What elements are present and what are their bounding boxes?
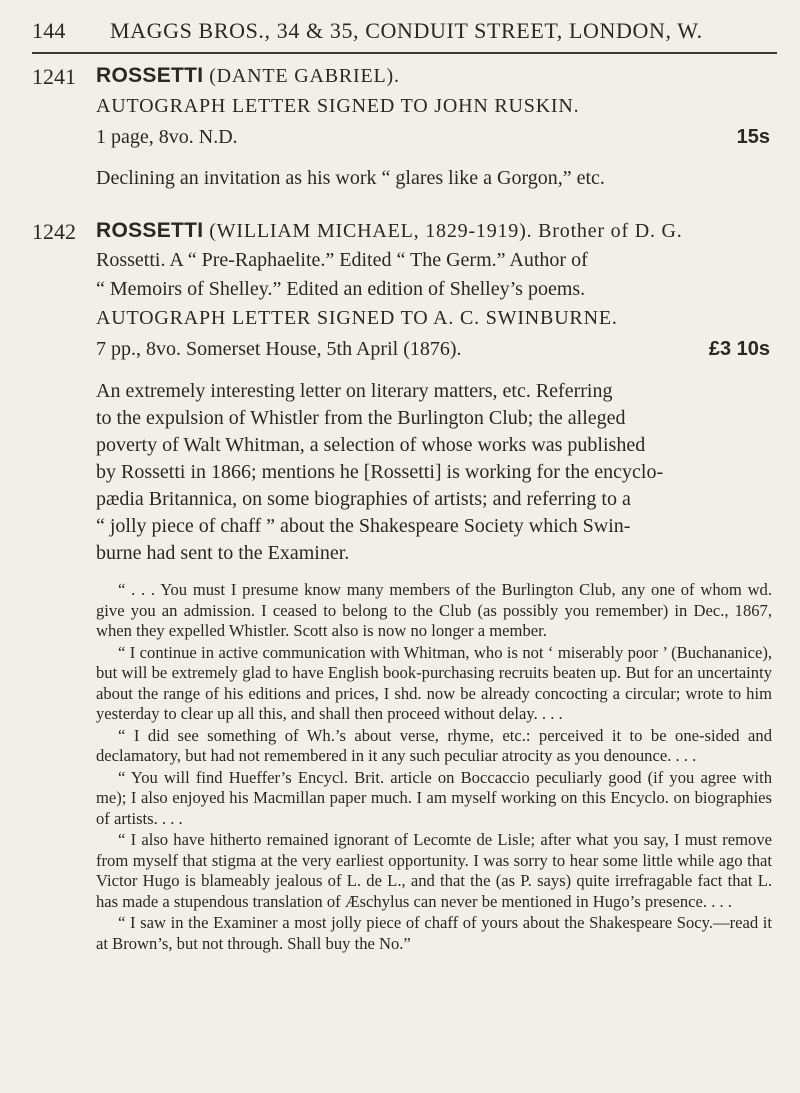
quote-paragraph: “ I saw in the Examiner a most jolly piece of chaff of yours about the Shakespeare Socy.—read it at Brown’s, but not through. Shall buy the No.” <box>96 913 772 953</box>
lot-bio-line: Rossetti. A “ Pre-Raphaelite.” Edited “ The Germ.” Author of <box>96 249 588 271</box>
lot-description-line: An extremely interesting letter on literary matters, etc. Referring <box>96 380 613 402</box>
running-title: MAGGS BROS., 34 & 35, CONDUIT STREET, LONDON, W. <box>110 18 703 43</box>
lot-title: AUTOGRAPH LETTER SIGNED TO JOHN RUSKIN. <box>96 95 580 117</box>
lot-price: £3 10s <box>708 338 770 360</box>
lot-heading <box>96 219 683 243</box>
lot-title: AUTOGRAPH LETTER SIGNED TO A. C. SWINBURNE. <box>96 307 618 329</box>
lot-author-detail: (DANTE GABRIEL). <box>203 65 400 87</box>
lot-description-line: burne had sent to the Examiner. <box>96 542 350 564</box>
lot-description-line: by Rossetti in 1866; mentions he [Rossetti] is working for the encyclo- <box>96 461 664 483</box>
lot-price: 15s <box>736 126 770 148</box>
lot-author: ROSSETTI <box>96 219 204 242</box>
lot-details: 1 page, 8vo. N.D. <box>96 126 238 148</box>
lot-description-line: “ jolly piece of chaff ” about the Shakespeare Society which Swin- <box>96 515 631 537</box>
lot-number: 1241 <box>32 64 76 89</box>
quote-paragraph: “ You will find Hueffer’s Encycl. Brit. article on Boccaccio peculiarly good (if you agree with me); I also enjoyed his Macmillan paper much. I am myself working on this Encyclo. on biographies of artists. . . . <box>96 767 772 828</box>
lot-heading <box>96 64 400 88</box>
letter-quotation <box>96 580 772 955</box>
page-header <box>32 10 777 46</box>
lot-description-line: to the expulsion of Whistler from the Burlington Club; the alleged <box>96 407 626 429</box>
quote-paragraph: “ I also have hitherto remained ignorant of Lecomte de Lisle; after what you say, I must remove from myself that stigma at the very earliest opportunity. I was sorry to hear some little while ago that Victor Hugo is blameably jealous of L. de L., and that the (as P. says) quite irrefragable fact that L. has made a stupendous translation of Æschylus can never be mentioned in Hugo’s presence. . . . <box>96 830 772 911</box>
lot-number: 1242 <box>32 219 76 244</box>
lot-description-line: poverty of Walt Whitman, a selection of whose works was published <box>96 434 646 456</box>
lot-author: ROSSETTI <box>96 64 204 87</box>
header-rule <box>32 52 777 54</box>
lot-description-line: pædia Britannica, on some biographies of artists; and referring to a <box>96 488 631 510</box>
quote-paragraph: “ I continue in active communication with Whitman, who is not ‘ miserably poor ’ (Buchananice), but will be extremely glad to have English book-purchasing recruits beaten up. But for an uncertainty about the range of his editions and prices, I shd. now be already concocting a circular; wrote to him yesterday to clear up all this, and shall then proceed without delay. . . . <box>96 642 772 723</box>
lot-details: 7 pp., 8vo. Somerset House, 5th April (1876). <box>96 338 462 360</box>
lot-bio-line: “ Memoirs of Shelley.” Edited an edition of Shelley’s poems. <box>96 278 586 300</box>
page-number: 144 <box>32 18 66 43</box>
quote-paragraph: “ . . . You must I presume know many members of the Burlington Club, any one of whom wd. give you an admission. I ceased to belong to the Club (as possibly you remember) in Dec., 1867, when they expelled Whistler. Scott also is now no longer a member. <box>96 580 772 640</box>
quote-paragraph: “ I did see something of Wh.’s about verse, rhyme, etc.: perceived it to be one-sided and declamatory, but had not remembered in it any such peculiar atrocity as you denounce. . . . <box>96 725 772 765</box>
lot-description: Declining an invitation as his work “ glares like a Gorgon,” etc. <box>96 167 605 189</box>
lot-author-detail: (WILLIAM MICHAEL, 1829-1919). Brother of D. G. <box>203 220 683 242</box>
